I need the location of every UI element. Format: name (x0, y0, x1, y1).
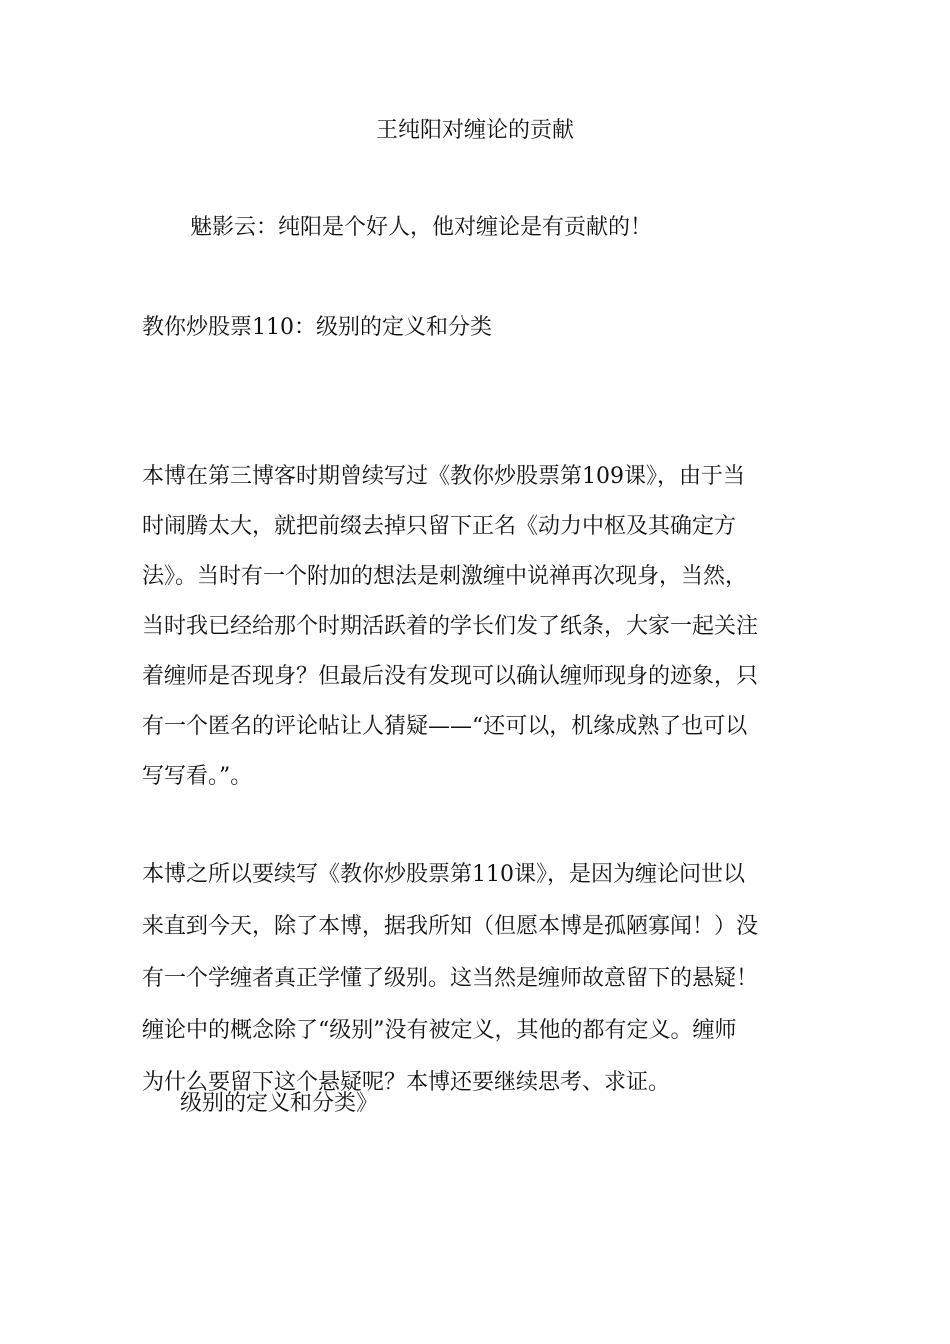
paragraph-line: 本博之所以要续写《教你炒股票第110课》，是因为缠论问世以 (142, 862, 745, 887)
paragraph-line: 时闹腾太大，就把前缀去掉只留下正名《动力中枢及其确定方 (142, 514, 737, 539)
paragraph-line: 有一个学缠者真正学懂了级别。这当然是缠师故意留下的悬疑！ (142, 966, 759, 991)
quote-line: 魅影云：纯阳是个好人，他对缠论是有贡献的！ (190, 215, 653, 240)
paragraph-1 (142, 452, 812, 802)
paragraph-line: 缠论中的概念除了“级别”没有被定义，其他的都有定义。缠师 (142, 1018, 737, 1043)
paragraph-line: 本博在第三博客时期曾续写过《教你炒股票第109课》，由于当 (142, 464, 745, 489)
article-subtitle: 教你炒股票110：级别的定义和分类 (142, 315, 492, 340)
paragraph-line: 写写看。”。 (142, 764, 253, 789)
paragraph-line: 着缠师是否现身？但最后没有发现可以确认缠师现身的迹象，只 (142, 664, 759, 689)
paragraph-line: 当时我已经给那个时期活跃着的学长们发了纸条，大家一起关注 (142, 614, 759, 639)
paragraph-2 (142, 850, 812, 1110)
paragraph-line: 来直到今天，除了本博，据我所知（但愿本博是孤陋寡闻！）没 (142, 914, 759, 939)
trailing-line: 级别的定义和分类》 (180, 1091, 379, 1116)
paragraph-line: 有一个匿名的评论帖让人猜疑——“还可以，机缘成熟了也可以 (142, 714, 748, 739)
document-title: 王纯阳对缠论的贡献 (375, 118, 574, 143)
paragraph-line: 法》。当时有一个附加的想法是刺激缠中说禅再次现身，当然， (142, 564, 748, 589)
paragraph-line: 为什么要留下这个悬疑呢？本博还要继续思考、求证。 (142, 1070, 671, 1095)
